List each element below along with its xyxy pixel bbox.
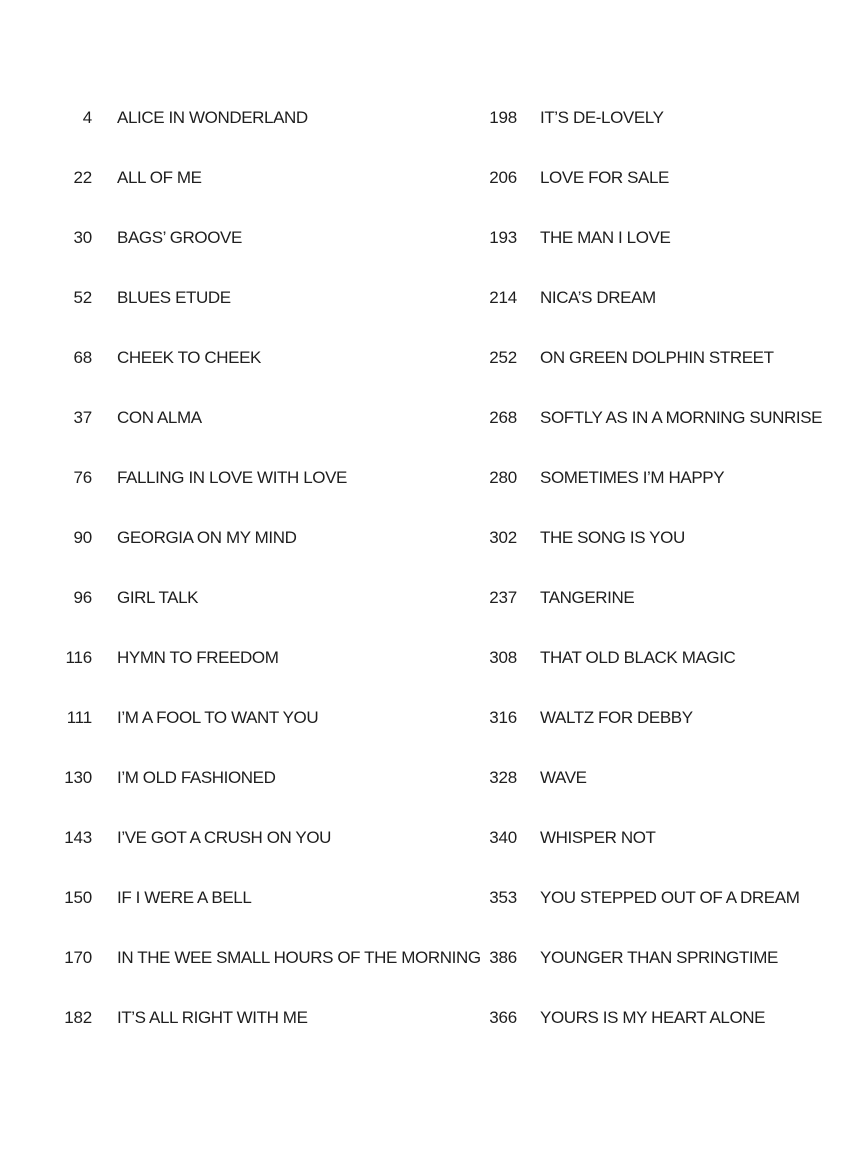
song-title: IN THE WEE SMALL HOURS OF THE MORNING [117,948,481,967]
page-number: 340 [489,828,517,847]
page-number: 302 [489,528,517,547]
page-number: 268 [489,408,517,427]
page-number: 150 [64,888,92,907]
toc-entry [437,448,822,508]
page-number: 22 [73,168,92,187]
toc-entry [437,88,822,148]
toc-entry [0,88,481,148]
toc-entry [437,808,822,868]
toc-entry [0,208,481,268]
toc-entry [0,628,481,688]
toc-entry [0,748,481,808]
toc-entry [437,928,822,988]
page-number: 68 [73,348,92,367]
page-number: 170 [64,948,92,967]
page-number: 193 [489,228,517,247]
page-number: 96 [73,588,92,607]
toc-entry [437,148,822,208]
page-number: 4 [82,108,92,127]
page-number: 52 [73,288,92,307]
toc-entry [437,748,822,808]
song-title: SOMETIMES I’M HAPPY [540,468,725,487]
page-number: 30 [73,228,92,247]
page-number: 214 [489,288,517,307]
song-title: CHEEK TO CHEEK [117,348,261,367]
song-title: ALL OF ME [117,168,202,187]
toc-entry [0,508,481,568]
song-title: IT’S DE-LOVELY [540,108,664,127]
page-number: 237 [489,588,517,607]
song-title: TANGERINE [540,588,635,607]
toc-entry [0,928,481,988]
song-title: YOU STEPPED OUT OF A DREAM [540,888,800,907]
song-title: BLUES ETUDE [117,288,231,307]
toc-entry [0,868,481,928]
page-number: 182 [64,1008,92,1027]
page-number: 116 [65,648,92,667]
song-title: WAVE [540,768,587,787]
song-title: WALTZ FOR DEBBY [540,708,693,727]
toc-entry [0,148,481,208]
song-title: I’VE GOT A CRUSH ON YOU [117,828,332,847]
song-title: SOFTLY AS IN A MORNING SUNRISE [540,408,823,427]
song-title: THAT OLD BLACK MAGIC [540,648,736,667]
toc-entry [437,568,822,628]
song-title: NICA’S DREAM [540,288,656,307]
toc-entry [437,628,822,688]
page-number: 111 [66,708,92,727]
page-number: 386 [489,948,517,967]
toc-entry [0,808,481,868]
song-title: YOURS IS MY HEART ALONE [540,1008,766,1027]
toc-entry [437,988,822,1048]
toc-entry [0,328,481,388]
page-number: 308 [489,648,517,667]
page-number: 76 [73,468,92,487]
song-title: ALICE IN WONDERLAND [117,108,308,127]
toc-entry [0,388,481,448]
page-number: 37 [73,408,92,427]
song-title: IT’S ALL RIGHT WITH ME [117,1008,308,1027]
song-title: FALLING IN LOVE WITH LOVE [117,468,347,487]
toc-entry [437,268,822,328]
toc-entry [437,508,822,568]
toc-entry [437,208,822,268]
toc-entry [0,448,481,508]
page-number: 143 [64,828,92,847]
page-number: 353 [489,888,517,907]
song-title: GEORGIA ON MY MIND [117,528,297,547]
toc-column-right [437,88,822,1048]
page-number: 316 [489,708,517,727]
toc-entry [0,688,481,748]
page-number: 252 [489,348,517,367]
toc-entry [437,328,822,388]
page-number: 90 [73,528,92,547]
song-title: THE MAN I LOVE [540,228,671,247]
toc-entry [437,868,822,928]
toc-entry [0,988,481,1048]
song-title: THE SONG IS YOU [540,528,685,547]
song-title: I’M OLD FASHIONED [117,768,276,787]
song-title: YOUNGER THAN SPRINGTIME [540,948,778,967]
song-title: IF I WERE A BELL [117,888,252,907]
song-title: I’M A FOOL TO WANT YOU [117,708,319,727]
song-title: WHISPER NOT [540,828,656,847]
page-number: 130 [64,768,92,787]
page-number: 198 [489,108,517,127]
page-number: 366 [489,1008,517,1027]
song-title: HYMN TO FREEDOM [117,648,279,667]
page-number: 328 [489,768,517,787]
song-title: LOVE FOR SALE [540,168,669,187]
toc-entry [437,688,822,748]
toc-column-left [0,88,481,1048]
song-title: BAGS’ GROOVE [117,228,242,247]
song-title: CON ALMA [117,408,202,427]
toc-entry [437,388,822,448]
page-number: 206 [489,168,517,187]
song-title: GIRL TALK [117,588,199,607]
toc-entry [0,268,481,328]
song-title: ON GREEN DOLPHIN STREET [540,348,774,367]
toc-entry [0,568,481,628]
page-number: 280 [489,468,517,487]
